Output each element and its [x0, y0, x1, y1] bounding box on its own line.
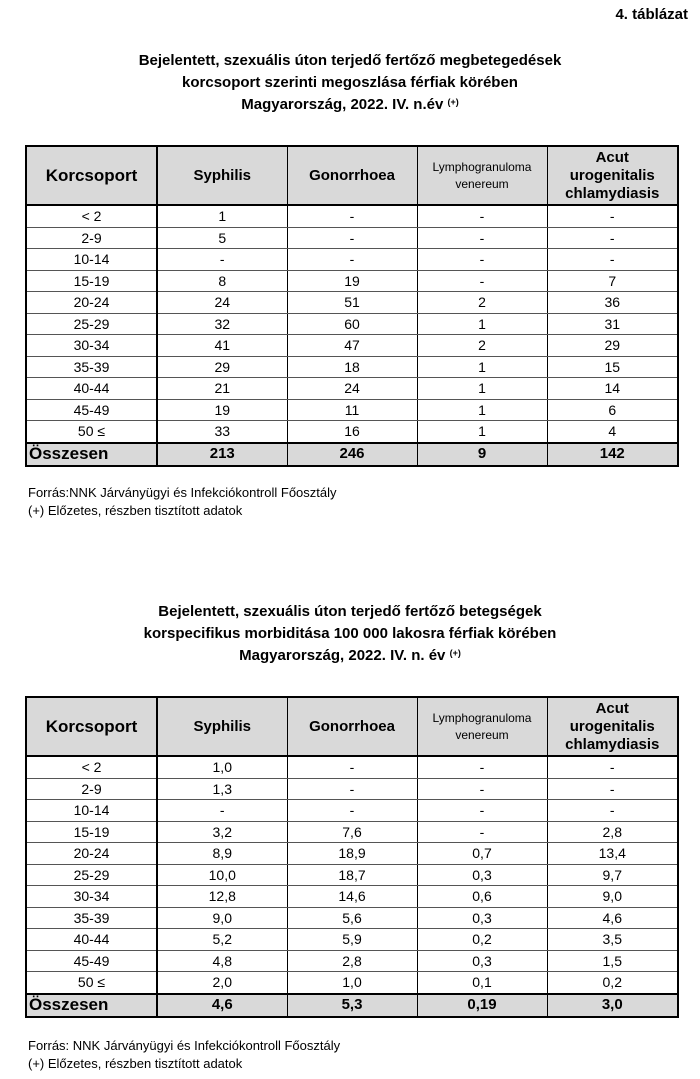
cell-lgv: 1: [417, 399, 547, 421]
table-row: [26, 313, 678, 335]
cell-age: 45-49: [26, 950, 157, 972]
table1-title-line2: korcsoport szerinti megoszlása férfiak körében: [182, 74, 518, 91]
cell-syphilis: 1,3: [157, 778, 287, 800]
cell-lgv: 2: [417, 335, 547, 357]
cell-acut: -: [547, 800, 678, 822]
cell-gonorrhoea: 24: [287, 378, 417, 400]
total-syphilis: 4,6: [157, 994, 287, 1017]
cell-gonorrhoea: 51: [287, 292, 417, 314]
col-header-gonorrhoea: Gonorrhoea: [287, 697, 417, 756]
cell-lgv: 0,6: [417, 886, 547, 908]
table2-title-line1: Bejelentett, szexuális úton terjedő fertőző betegségek: [158, 603, 542, 620]
cell-syphilis: 5,2: [157, 929, 287, 951]
cell-syphilis: 2,0: [157, 972, 287, 994]
cell-syphilis: 21: [157, 378, 287, 400]
cell-gonorrhoea: 14,6: [287, 886, 417, 908]
cell-syphilis: 19: [157, 399, 287, 421]
table-row: [26, 270, 678, 292]
table-row: [26, 843, 678, 865]
cell-lgv: 1: [417, 313, 547, 335]
cell-syphilis: -: [157, 800, 287, 822]
cell-syphilis: 1: [157, 205, 287, 227]
preliminary-note: (+) Előzetes, részben tisztított adatok: [28, 503, 243, 518]
table1-body: [26, 205, 678, 466]
cell-gonorrhoea: 5,9: [287, 929, 417, 951]
cell-syphilis: 1,0: [157, 756, 287, 778]
cell-gonorrhoea: -: [287, 205, 417, 227]
cell-syphilis: 9,0: [157, 907, 287, 929]
cell-gonorrhoea: 7,6: [287, 821, 417, 843]
table-row: [26, 886, 678, 908]
table-row: [26, 292, 678, 314]
cell-acut: -: [547, 205, 678, 227]
cell-acut: 14: [547, 378, 678, 400]
cell-acut: -: [547, 756, 678, 778]
cases-table: [25, 145, 679, 467]
cell-gonorrhoea: 60: [287, 313, 417, 335]
cell-syphilis: 29: [157, 356, 287, 378]
table-row: [26, 800, 678, 822]
table-row: [26, 821, 678, 843]
source-note: Forrás: NNK Járványügyi és Infekciókontroll Főosztály: [28, 1038, 341, 1053]
cell-age: 10-14: [26, 249, 157, 271]
cell-lgv: 0,3: [417, 950, 547, 972]
cell-acut: 4,6: [547, 907, 678, 929]
cell-acut: 0,2: [547, 972, 678, 994]
table2-notes: [28, 1037, 340, 1073]
col-header-gonorrhoea: Gonorrhoea: [287, 146, 417, 205]
cell-age: 35-39: [26, 907, 157, 929]
cell-gonorrhoea: -: [287, 778, 417, 800]
cell-age: 30-34: [26, 335, 157, 357]
cell-gonorrhoea: 18,9: [287, 843, 417, 865]
cell-syphilis: 10,0: [157, 864, 287, 886]
total-lgv: 0,19: [417, 994, 547, 1017]
cell-age: 45-49: [26, 399, 157, 421]
table2-title: [0, 601, 700, 667]
cell-gonorrhoea: -: [287, 227, 417, 249]
total-row: [26, 994, 678, 1017]
cell-syphilis: 5: [157, 227, 287, 249]
cell-lgv: 1: [417, 421, 547, 443]
table2-title-line2: korspecifikus morbiditása 100 000 lakosra férfiak körében: [143, 625, 557, 642]
table1-title: [0, 50, 700, 116]
cell-gonorrhoea: 19: [287, 270, 417, 292]
cell-syphilis: 33: [157, 421, 287, 443]
table-row: [26, 929, 678, 951]
table-row: [26, 778, 678, 800]
total-age: Összesen: [26, 443, 157, 466]
col-header-acut: Acut urogenitalis chlamydiasis: [547, 146, 678, 205]
cell-age: 35-39: [26, 356, 157, 378]
cell-lgv: 0,2: [417, 929, 547, 951]
table-row: [26, 378, 678, 400]
total-age: Összesen: [26, 994, 157, 1017]
table-row: [26, 335, 678, 357]
cell-syphilis: 24: [157, 292, 287, 314]
source-note: Forrás:NNK Járványügyi és Infekciókontroll Főosztály: [28, 485, 337, 500]
cell-syphilis: 8: [157, 270, 287, 292]
cell-lgv: 1: [417, 356, 547, 378]
cell-lgv: -: [417, 821, 547, 843]
table-row: [26, 399, 678, 421]
total-syphilis: 213: [157, 443, 287, 466]
table-number-label: 4. táblázat: [615, 6, 688, 23]
cell-acut: 9,0: [547, 886, 678, 908]
preliminary-note: (+) Előzetes, részben tisztított adatok: [28, 1056, 243, 1071]
total-row: [26, 443, 678, 466]
table-row: [26, 356, 678, 378]
cell-syphilis: 12,8: [157, 886, 287, 908]
cell-age: 20-24: [26, 843, 157, 865]
cell-gonorrhoea: -: [287, 249, 417, 271]
cell-acut: 1,5: [547, 950, 678, 972]
cell-lgv: -: [417, 756, 547, 778]
cell-age: 20-24: [26, 292, 157, 314]
cell-syphilis: 41: [157, 335, 287, 357]
cell-gonorrhoea: 18: [287, 356, 417, 378]
cell-age: 40-44: [26, 378, 157, 400]
cell-lgv: -: [417, 800, 547, 822]
col-header-lgv: Lymphogranuloma venereum: [417, 697, 547, 756]
table-header-row: [26, 697, 678, 756]
table1-title-line3: Magyarország, 2022. IV. n.év (+): [241, 96, 459, 113]
cell-syphilis: 32: [157, 313, 287, 335]
cell-acut: 13,4: [547, 843, 678, 865]
cell-syphilis: 3,2: [157, 821, 287, 843]
table-row: [26, 249, 678, 271]
cell-lgv: 2: [417, 292, 547, 314]
cell-gonorrhoea: -: [287, 800, 417, 822]
table-row: [26, 227, 678, 249]
cell-age: 25-29: [26, 313, 157, 335]
cell-age: 40-44: [26, 929, 157, 951]
cell-gonorrhoea: 16: [287, 421, 417, 443]
cell-acut: 31: [547, 313, 678, 335]
col-header-lgv: Lymphogranuloma venereum: [417, 146, 547, 205]
col-header-acut: Acut urogenitalis chlamydiasis: [547, 697, 678, 756]
table-header-row: [26, 146, 678, 205]
total-gonorrhoea: 246: [287, 443, 417, 466]
cell-syphilis: 8,9: [157, 843, 287, 865]
col-header-syphilis: Syphilis: [157, 697, 287, 756]
cell-gonorrhoea: 1,0: [287, 972, 417, 994]
table1-title-sup: (+): [447, 97, 459, 107]
cell-lgv: 0,3: [417, 907, 547, 929]
cell-lgv: -: [417, 270, 547, 292]
cell-age: 2-9: [26, 778, 157, 800]
table-row: [26, 907, 678, 929]
cell-age: 15-19: [26, 270, 157, 292]
cell-lgv: -: [417, 778, 547, 800]
morbidity-table: [25, 696, 679, 1018]
cell-gonorrhoea: 47: [287, 335, 417, 357]
cell-gonorrhoea: 5,6: [287, 907, 417, 929]
cell-acut: 4: [547, 421, 678, 443]
cell-age: 25-29: [26, 864, 157, 886]
cell-syphilis: 4,8: [157, 950, 287, 972]
cell-acut: 29: [547, 335, 678, 357]
table-row: [26, 972, 678, 994]
table2-title-sup: (+): [449, 648, 461, 658]
cell-age: 30-34: [26, 886, 157, 908]
total-gonorrhoea: 5,3: [287, 994, 417, 1017]
cell-acut: 36: [547, 292, 678, 314]
cell-lgv: -: [417, 249, 547, 271]
cell-lgv: 0,3: [417, 864, 547, 886]
cell-acut: -: [547, 227, 678, 249]
cell-acut: 2,8: [547, 821, 678, 843]
table2-title-line3: Magyarország, 2022. IV. n. év (+): [239, 647, 461, 664]
table1-title-line1: Bejelentett, szexuális úton terjedő fertőző megbetegedések: [138, 52, 562, 69]
table2-body: [26, 756, 678, 1017]
table-row: [26, 205, 678, 227]
total-acut: 3,0: [547, 994, 678, 1017]
cell-age: < 2: [26, 205, 157, 227]
cell-gonorrhoea: 2,8: [287, 950, 417, 972]
cell-acut: 15: [547, 356, 678, 378]
cell-age: < 2: [26, 756, 157, 778]
cell-acut: 7: [547, 270, 678, 292]
total-acut: 142: [547, 443, 678, 466]
cell-acut: -: [547, 249, 678, 271]
cell-acut: 9,7: [547, 864, 678, 886]
cell-lgv: -: [417, 227, 547, 249]
cell-age: 15-19: [26, 821, 157, 843]
col-header-age: Korcsoport: [26, 697, 157, 756]
cell-age: 50 ≤: [26, 972, 157, 994]
total-lgv: 9: [417, 443, 547, 466]
cell-age: 50 ≤: [26, 421, 157, 443]
cell-gonorrhoea: -: [287, 756, 417, 778]
cell-age: 2-9: [26, 227, 157, 249]
table-row: [26, 421, 678, 443]
cell-lgv: 1: [417, 378, 547, 400]
cell-gonorrhoea: 18,7: [287, 864, 417, 886]
cell-gonorrhoea: 11: [287, 399, 417, 421]
table1-notes: [28, 484, 337, 520]
col-header-syphilis: Syphilis: [157, 146, 287, 205]
cell-age: 10-14: [26, 800, 157, 822]
cell-syphilis: -: [157, 249, 287, 271]
cell-lgv: 0,7: [417, 843, 547, 865]
col-header-age: Korcsoport: [26, 146, 157, 205]
table-row: [26, 756, 678, 778]
cell-acut: 3,5: [547, 929, 678, 951]
cell-acut: -: [547, 778, 678, 800]
cell-lgv: -: [417, 205, 547, 227]
cell-lgv: 0,1: [417, 972, 547, 994]
cell-acut: 6: [547, 399, 678, 421]
table-row: [26, 950, 678, 972]
table-row: [26, 864, 678, 886]
